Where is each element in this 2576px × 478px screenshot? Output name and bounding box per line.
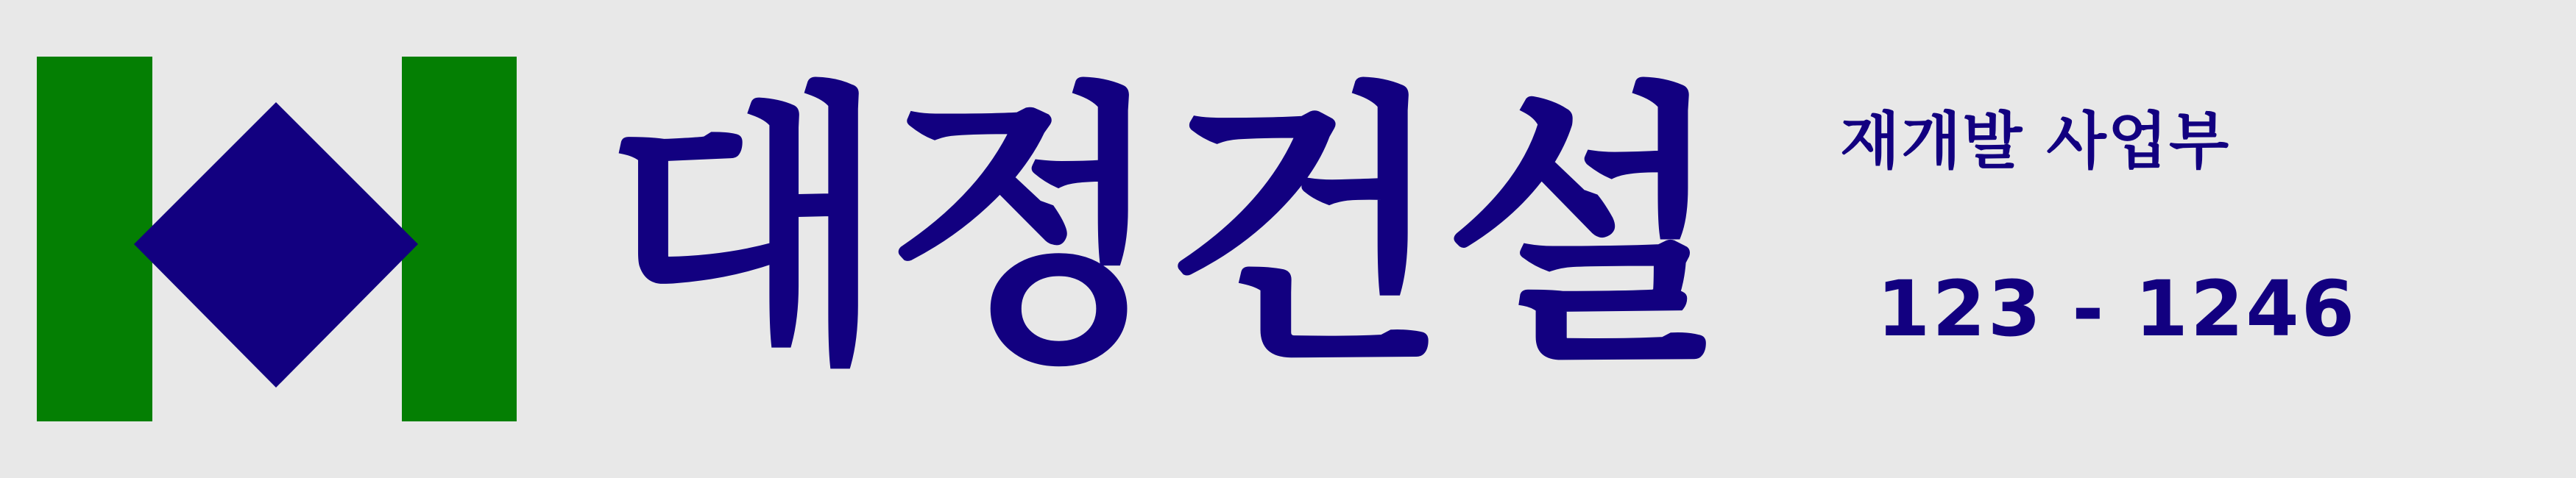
phone-number: 123 - 1246 — [1877, 264, 2357, 354]
logo-left-bar — [37, 57, 152, 421]
logo-right-bar — [402, 57, 517, 421]
company-name: 대정건설 — [604, 60, 1724, 402]
company-logo-icon — [37, 57, 517, 421]
logo-diamond — [134, 102, 418, 388]
department-label: 재개발 사업부 — [1840, 105, 2231, 177]
